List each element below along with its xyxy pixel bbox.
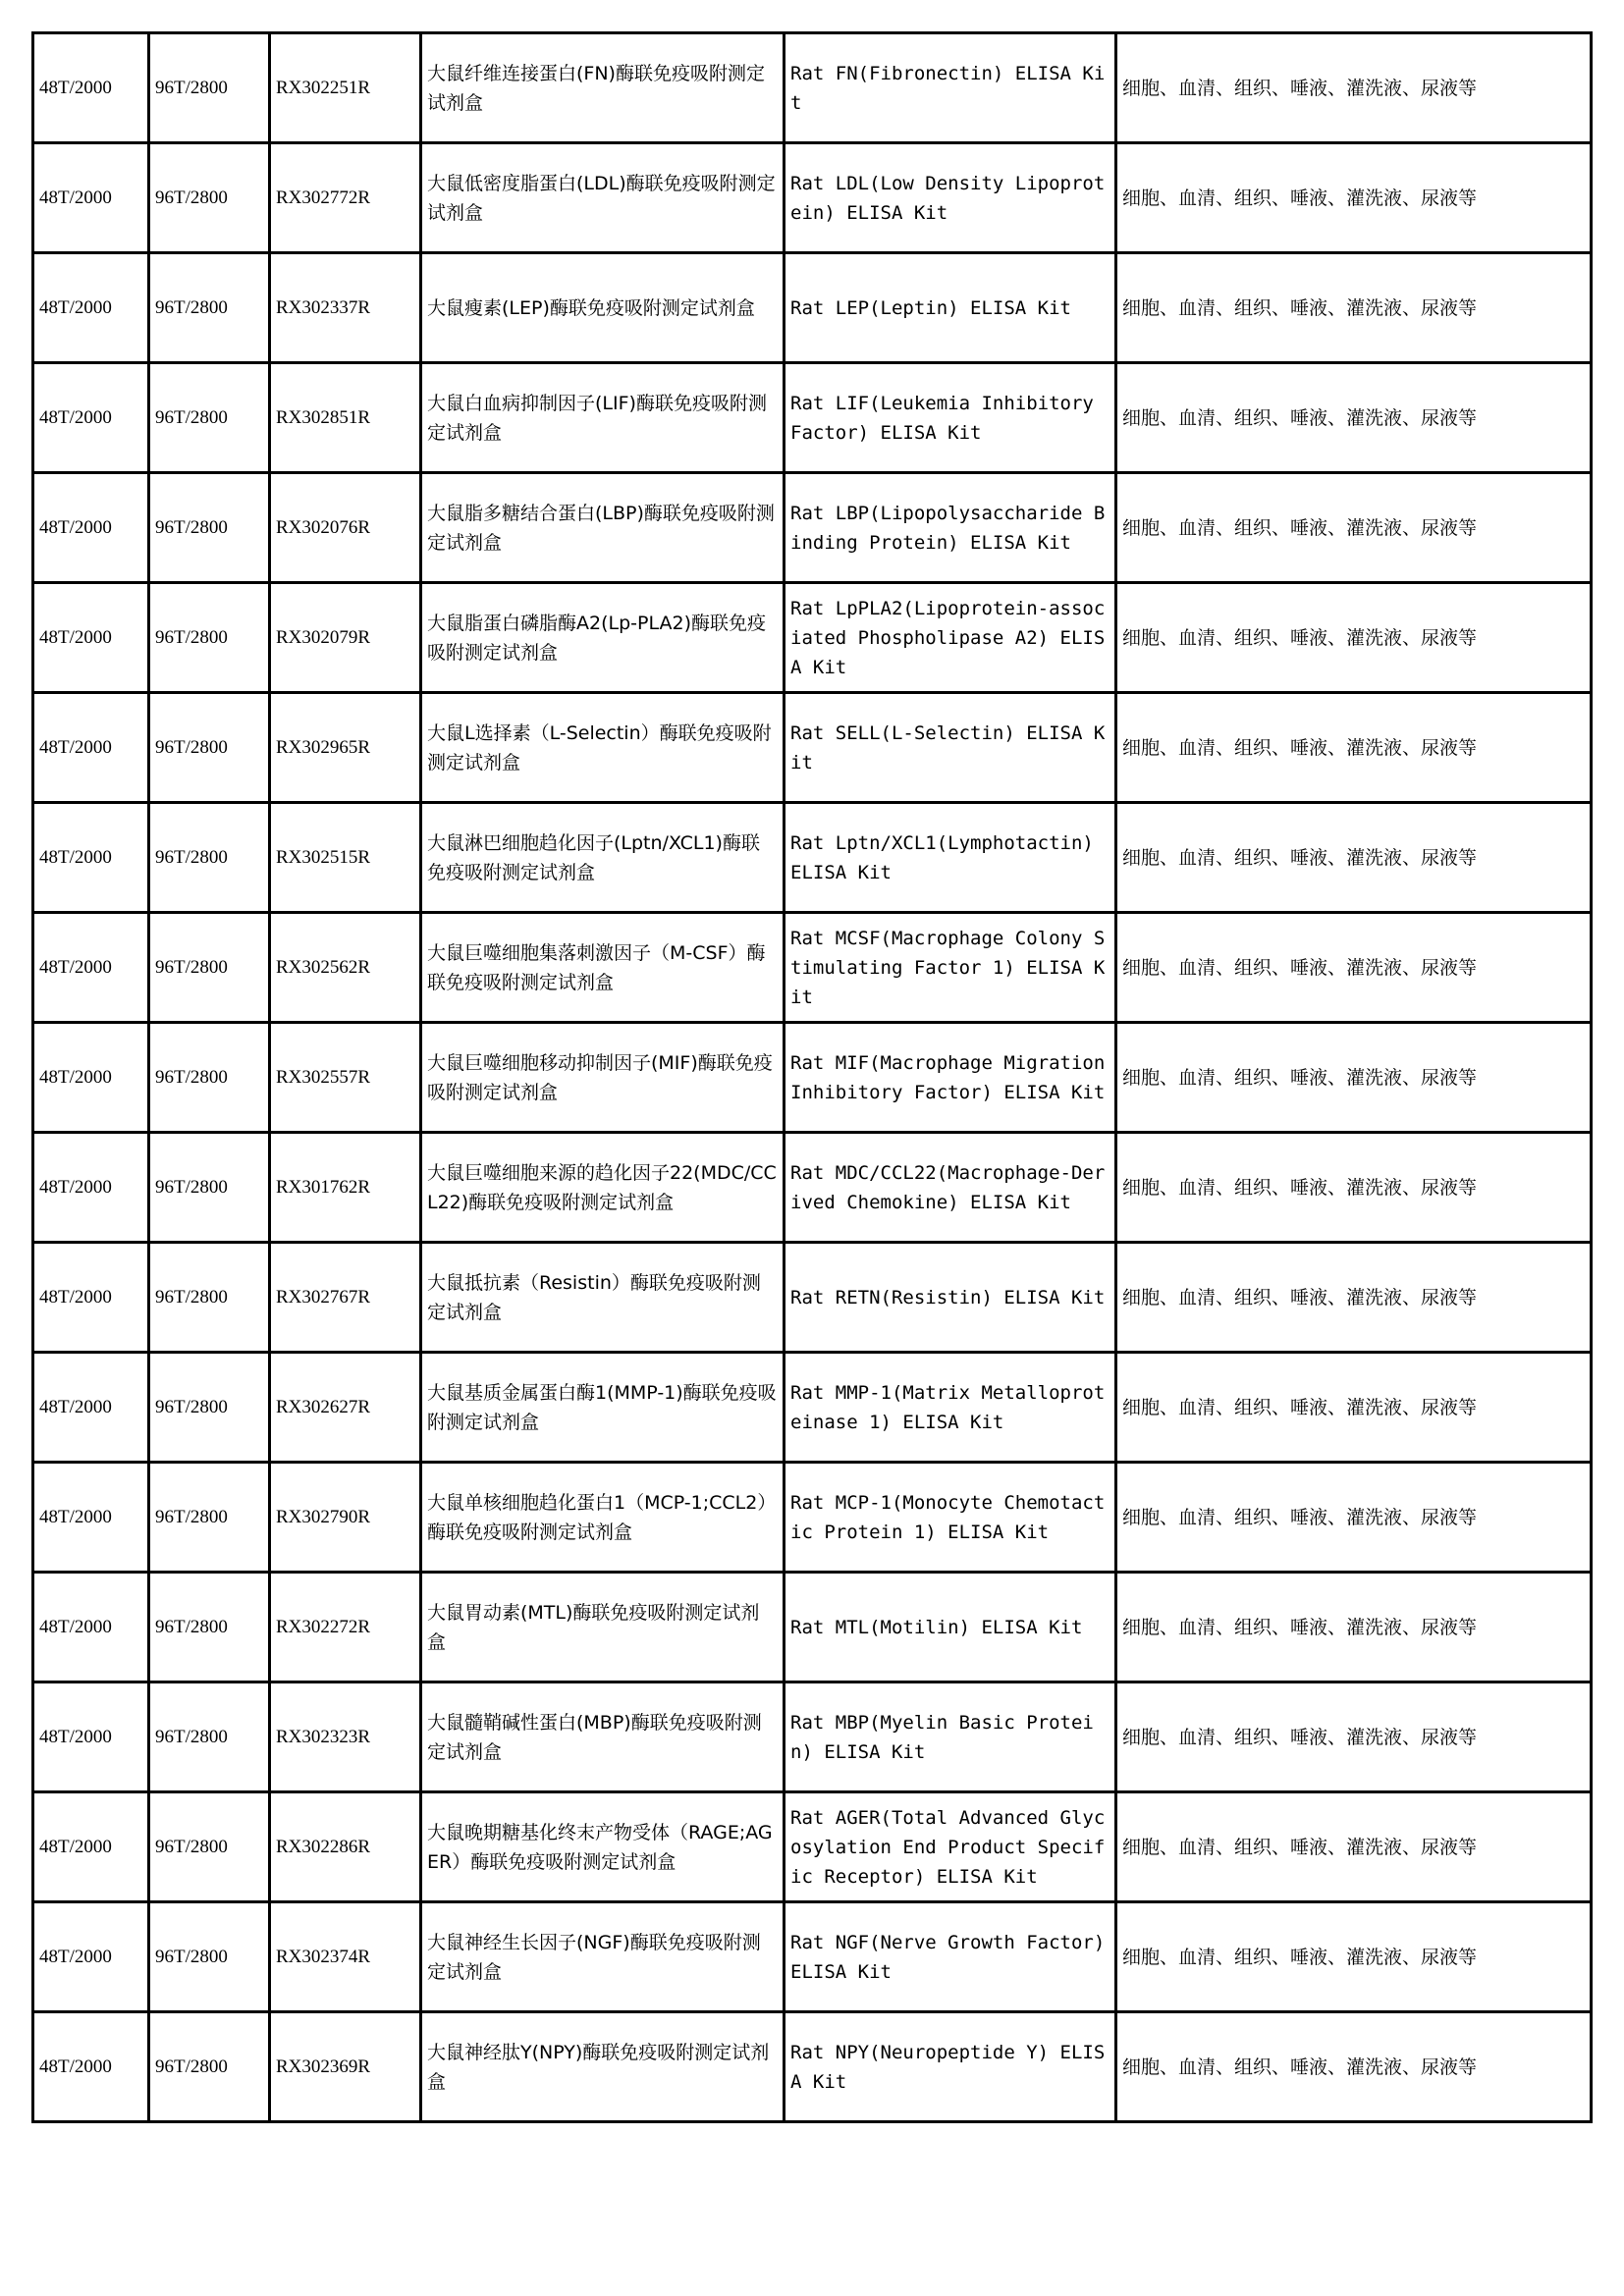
large-pack-size-cell: 96T/2800 [149, 693, 270, 803]
catalog-number-cell: RX302851R [270, 363, 421, 473]
chinese-product-name-cell: 大鼠神经肽Y(NPY)酶联免疫吸附测定试剂盒 [421, 2012, 785, 2122]
table-row [33, 1682, 1592, 1792]
catalog-number-cell: RX302790R [270, 1463, 421, 1573]
english-product-name-cell: Rat Lptn/XCL1(Lymphotactin) ELISA Kit [785, 803, 1116, 913]
large-pack-size-cell: 96T/2800 [149, 143, 270, 253]
small-pack-size-cell: 48T/2000 [33, 1353, 149, 1463]
chinese-product-name-cell: 大鼠巨噬细胞移动抑制因子(MIF)酶联免疫吸附测定试剂盒 [421, 1023, 785, 1133]
chinese-product-name-cell: 大鼠淋巴细胞趋化因子(Lptn/XCL1)酶联免疫吸附测定试剂盒 [421, 803, 785, 913]
small-pack-size-cell: 48T/2000 [33, 583, 149, 693]
catalog-number-cell: RX302562R [270, 913, 421, 1023]
chinese-product-name-cell: 大鼠单核细胞趋化蛋白1（MCP-1;CCL2）酶联免疫吸附测定试剂盒 [421, 1463, 785, 1573]
small-pack-size-cell: 48T/2000 [33, 1023, 149, 1133]
sample-types-cell: 细胞、血清、组织、唾液、灌洗液、尿液等 [1116, 253, 1592, 363]
table-row [33, 1573, 1592, 1682]
table-row [33, 803, 1592, 913]
catalog-number-cell: RX302772R [270, 143, 421, 253]
table-row [33, 2012, 1592, 2122]
large-pack-size-cell: 96T/2800 [149, 1353, 270, 1463]
sample-types-cell: 细胞、血清、组织、唾液、灌洗液、尿液等 [1116, 2012, 1592, 2122]
sample-types-cell: 细胞、血清、组织、唾液、灌洗液、尿液等 [1116, 363, 1592, 473]
large-pack-size-cell: 96T/2800 [149, 253, 270, 363]
sample-types-cell: 细胞、血清、组织、唾液、灌洗液、尿液等 [1116, 913, 1592, 1023]
table-row [33, 253, 1592, 363]
table-row [33, 143, 1592, 253]
small-pack-size-cell: 48T/2000 [33, 1133, 149, 1243]
chinese-product-name-cell: 大鼠低密度脂蛋白(LDL)酶联免疫吸附测定试剂盒 [421, 143, 785, 253]
table-row [33, 1902, 1592, 2012]
catalog-number-cell: RX302251R [270, 33, 421, 143]
table-row [33, 473, 1592, 583]
table-row [33, 363, 1592, 473]
table-row [33, 583, 1592, 693]
small-pack-size-cell: 48T/2000 [33, 803, 149, 913]
english-product-name-cell: Rat MTL(Motilin) ELISA Kit [785, 1573, 1116, 1682]
catalog-number-cell: RX301762R [270, 1133, 421, 1243]
chinese-product-name-cell: 大鼠晚期糖基化终末产物受体（RAGE;AGER）酶联免疫吸附测定试剂盒 [421, 1792, 785, 1902]
english-product-name-cell: Rat RETN(Resistin) ELISA Kit [785, 1243, 1116, 1353]
table-row [33, 1353, 1592, 1463]
small-pack-size-cell: 48T/2000 [33, 1573, 149, 1682]
sample-types-cell: 细胞、血清、组织、唾液、灌洗液、尿液等 [1116, 1133, 1592, 1243]
catalog-number-cell: RX302323R [270, 1682, 421, 1792]
english-product-name-cell: Rat MBP(Myelin Basic Protein) ELISA Kit [785, 1682, 1116, 1792]
sample-types-cell: 细胞、血清、组织、唾液、灌洗液、尿液等 [1116, 1792, 1592, 1902]
english-product-name-cell: Rat MCSF(Macrophage Colony Stimulating Factor 1) ELISA Kit [785, 913, 1116, 1023]
sample-types-cell: 细胞、血清、组织、唾液、灌洗液、尿液等 [1116, 1463, 1592, 1573]
small-pack-size-cell: 48T/2000 [33, 363, 149, 473]
large-pack-size-cell: 96T/2800 [149, 1682, 270, 1792]
english-product-name-cell: Rat MDC/CCL22(Macrophage-Derived Chemokine) ELISA Kit [785, 1133, 1116, 1243]
sample-types-cell: 细胞、血清、组织、唾液、灌洗液、尿液等 [1116, 33, 1592, 143]
chinese-product-name-cell: 大鼠脂蛋白磷脂酶A2(Lp-PLA2)酶联免疫吸附测定试剂盒 [421, 583, 785, 693]
sample-types-cell: 细胞、血清、组织、唾液、灌洗液、尿液等 [1116, 1682, 1592, 1792]
catalog-number-cell: RX302627R [270, 1353, 421, 1463]
english-product-name-cell: Rat MMP-1(Matrix Metalloproteinase 1) ELISA Kit [785, 1353, 1116, 1463]
small-pack-size-cell: 48T/2000 [33, 693, 149, 803]
small-pack-size-cell: 48T/2000 [33, 473, 149, 583]
catalog-number-cell: RX302272R [270, 1573, 421, 1682]
large-pack-size-cell: 96T/2800 [149, 1902, 270, 2012]
sample-types-cell: 细胞、血清、组织、唾液、灌洗液、尿液等 [1116, 693, 1592, 803]
small-pack-size-cell: 48T/2000 [33, 143, 149, 253]
english-product-name-cell: Rat LIF(Leukemia Inhibitory Factor) ELISA Kit [785, 363, 1116, 473]
large-pack-size-cell: 96T/2800 [149, 1792, 270, 1902]
catalog-number-cell: RX302515R [270, 803, 421, 913]
small-pack-size-cell: 48T/2000 [33, 1243, 149, 1353]
product-table-body [33, 33, 1592, 2122]
sample-types-cell: 细胞、血清、组织、唾液、灌洗液、尿液等 [1116, 1243, 1592, 1353]
small-pack-size-cell: 48T/2000 [33, 913, 149, 1023]
sample-types-cell: 细胞、血清、组织、唾液、灌洗液、尿液等 [1116, 803, 1592, 913]
chinese-product-name-cell: 大鼠髓鞘碱性蛋白(MBP)酶联免疫吸附测定试剂盒 [421, 1682, 785, 1792]
large-pack-size-cell: 96T/2800 [149, 473, 270, 583]
catalog-number-cell: RX302767R [270, 1243, 421, 1353]
english-product-name-cell: Rat SELL(L-Selectin) ELISA Kit [785, 693, 1116, 803]
sample-types-cell: 细胞、血清、组织、唾液、灌洗液、尿液等 [1116, 1902, 1592, 2012]
english-product-name-cell: Rat LEP(Leptin) ELISA Kit [785, 253, 1116, 363]
english-product-name-cell: Rat MCP-1(Monocyte Chemotactic Protein 1) ELISA Kit [785, 1463, 1116, 1573]
table-row [33, 1133, 1592, 1243]
sample-types-cell: 细胞、血清、组织、唾液、灌洗液、尿液等 [1116, 1353, 1592, 1463]
large-pack-size-cell: 96T/2800 [149, 2012, 270, 2122]
chinese-product-name-cell: 大鼠瘦素(LEP)酶联免疫吸附测定试剂盒 [421, 253, 785, 363]
catalog-number-cell: RX302076R [270, 473, 421, 583]
small-pack-size-cell: 48T/2000 [33, 1463, 149, 1573]
chinese-product-name-cell: 大鼠纤维连接蛋白(FN)酶联免疫吸附测定试剂盒 [421, 33, 785, 143]
sample-types-cell: 细胞、血清、组织、唾液、灌洗液、尿液等 [1116, 583, 1592, 693]
large-pack-size-cell: 96T/2800 [149, 583, 270, 693]
english-product-name-cell: Rat MIF(Macrophage Migration Inhibitory Factor) ELISA Kit [785, 1023, 1116, 1133]
table-row [33, 1792, 1592, 1902]
sample-types-cell: 细胞、血清、组织、唾液、灌洗液、尿液等 [1116, 143, 1592, 253]
table-row [33, 1023, 1592, 1133]
english-product-name-cell: Rat LBP(Lipopolysaccharide Binding Protein) ELISA Kit [785, 473, 1116, 583]
chinese-product-name-cell: 大鼠抵抗素（Resistin）酶联免疫吸附测定试剂盒 [421, 1243, 785, 1353]
small-pack-size-cell: 48T/2000 [33, 253, 149, 363]
small-pack-size-cell: 48T/2000 [33, 1792, 149, 1902]
sample-types-cell: 细胞、血清、组织、唾液、灌洗液、尿液等 [1116, 1573, 1592, 1682]
catalog-number-cell: RX302286R [270, 1792, 421, 1902]
chinese-product-name-cell: 大鼠巨噬细胞来源的趋化因子22(MDC/CCL22)酶联免疫吸附测定试剂盒 [421, 1133, 785, 1243]
sample-types-cell: 细胞、血清、组织、唾液、灌洗液、尿液等 [1116, 1023, 1592, 1133]
english-product-name-cell: Rat FN(Fibronectin) ELISA Kit [785, 33, 1116, 143]
chinese-product-name-cell: 大鼠脂多糖结合蛋白(LBP)酶联免疫吸附测定试剂盒 [421, 473, 785, 583]
chinese-product-name-cell: 大鼠L选择素（L-Selectin）酶联免疫吸附测定试剂盒 [421, 693, 785, 803]
chinese-product-name-cell: 大鼠基质金属蛋白酶1(MMP-1)酶联免疫吸附测定试剂盒 [421, 1353, 785, 1463]
chinese-product-name-cell: 大鼠神经生长因子(NGF)酶联免疫吸附测定试剂盒 [421, 1902, 785, 2012]
chinese-product-name-cell: 大鼠巨噬细胞集落刺激因子（M-CSF）酶联免疫吸附测定试剂盒 [421, 913, 785, 1023]
small-pack-size-cell: 48T/2000 [33, 1682, 149, 1792]
small-pack-size-cell: 48T/2000 [33, 1902, 149, 2012]
catalog-number-cell: RX302079R [270, 583, 421, 693]
large-pack-size-cell: 96T/2800 [149, 1463, 270, 1573]
large-pack-size-cell: 96T/2800 [149, 1023, 270, 1133]
chinese-product-name-cell: 大鼠胃动素(MTL)酶联免疫吸附测定试剂盒 [421, 1573, 785, 1682]
english-product-name-cell: Rat NPY(Neuropeptide Y) ELISA Kit [785, 2012, 1116, 2122]
small-pack-size-cell: 48T/2000 [33, 2012, 149, 2122]
large-pack-size-cell: 96T/2800 [149, 913, 270, 1023]
large-pack-size-cell: 96T/2800 [149, 1573, 270, 1682]
catalog-page [31, 31, 1590, 2123]
catalog-number-cell: RX302369R [270, 2012, 421, 2122]
small-pack-size-cell: 48T/2000 [33, 33, 149, 143]
catalog-number-cell: RX302557R [270, 1023, 421, 1133]
table-row [33, 693, 1592, 803]
catalog-number-cell: RX302374R [270, 1902, 421, 2012]
large-pack-size-cell: 96T/2800 [149, 803, 270, 913]
table-row [33, 1463, 1592, 1573]
sample-types-cell: 细胞、血清、组织、唾液、灌洗液、尿液等 [1116, 473, 1592, 583]
chinese-product-name-cell: 大鼠白血病抑制因子(LIF)酶联免疫吸附测定试剂盒 [421, 363, 785, 473]
large-pack-size-cell: 96T/2800 [149, 1133, 270, 1243]
table-row [33, 913, 1592, 1023]
english-product-name-cell: Rat LpPLA2(Lipoprotein-associated Phospholipase A2) ELISA Kit [785, 583, 1116, 693]
product-table [31, 31, 1593, 2123]
english-product-name-cell: Rat NGF(Nerve Growth Factor) ELISA Kit [785, 1902, 1116, 2012]
table-row [33, 1243, 1592, 1353]
table-row [33, 33, 1592, 143]
catalog-number-cell: RX302337R [270, 253, 421, 363]
english-product-name-cell: Rat LDL(Low Density Lipoprotein) ELISA Kit [785, 143, 1116, 253]
large-pack-size-cell: 96T/2800 [149, 1243, 270, 1353]
large-pack-size-cell: 96T/2800 [149, 33, 270, 143]
catalog-number-cell: RX302965R [270, 693, 421, 803]
english-product-name-cell: Rat AGER(Total Advanced Glycosylation End Product Specific Receptor) ELISA Kit [785, 1792, 1116, 1902]
large-pack-size-cell: 96T/2800 [149, 363, 270, 473]
